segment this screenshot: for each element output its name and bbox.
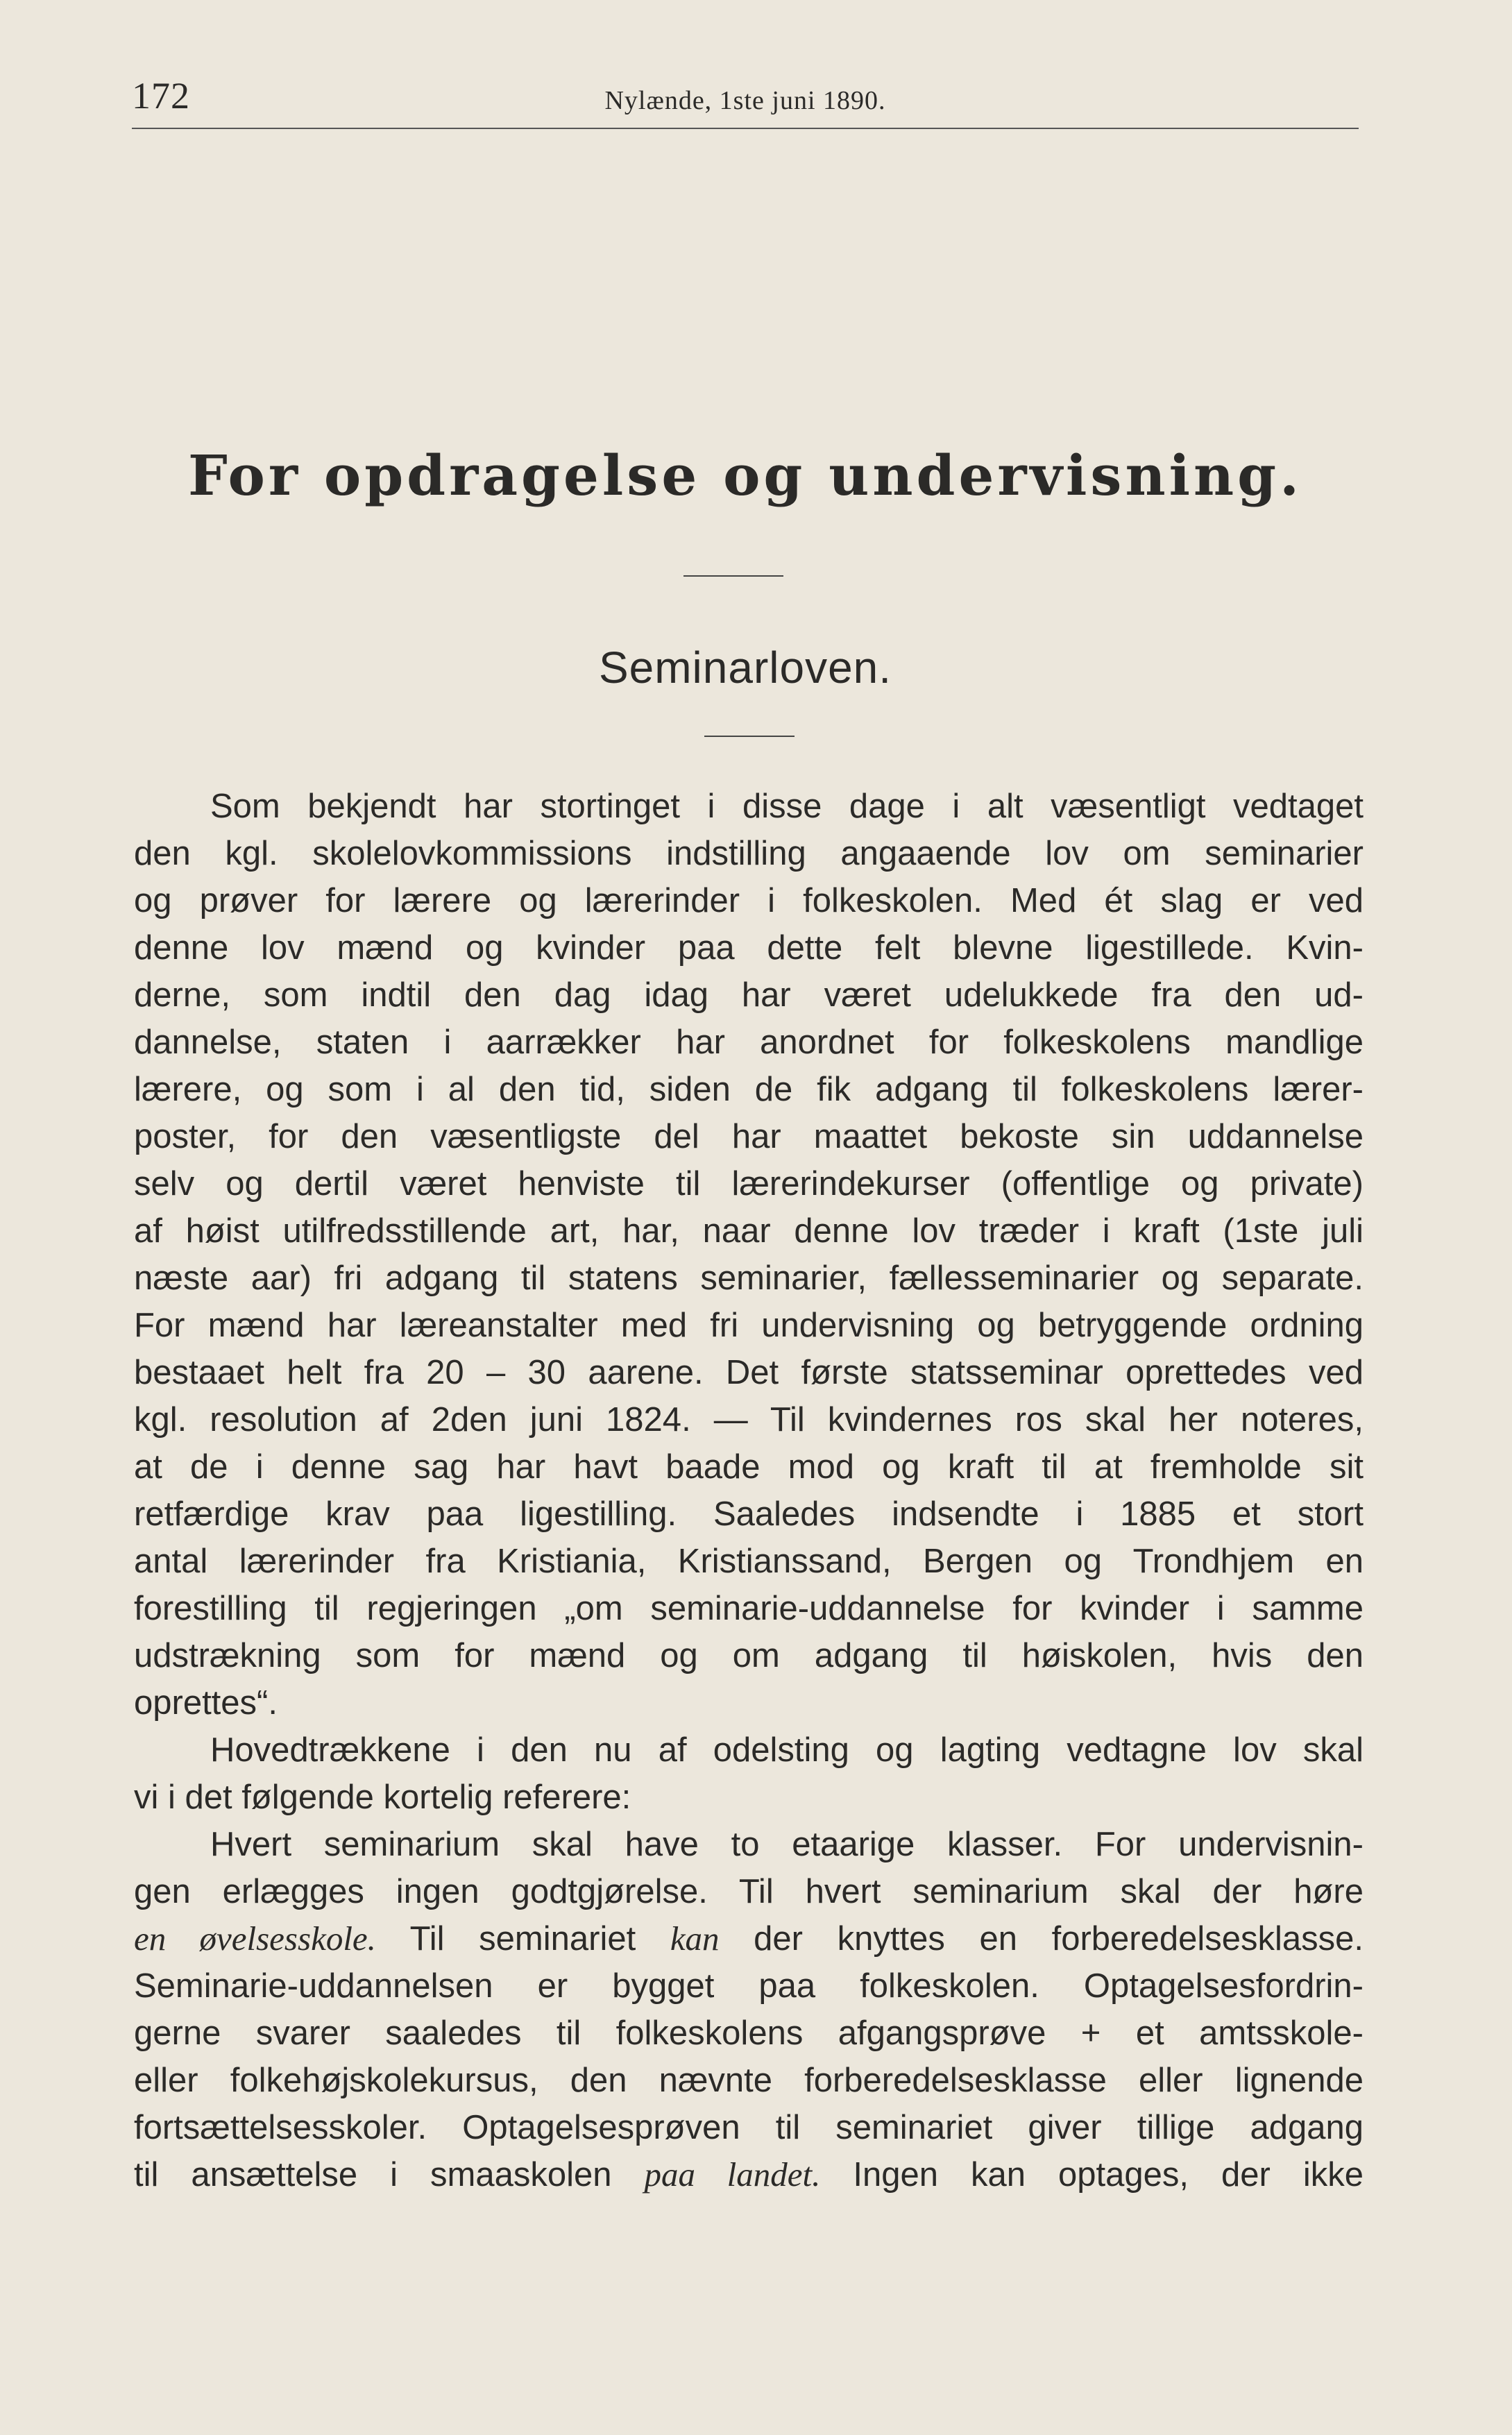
text-line: gerne svarer saaledes til folkeskolens afgangsprøve + et amtsskole- xyxy=(134,2014,1364,2052)
text-run: der knyttes en forberedelsesklasse. xyxy=(719,1920,1364,1958)
text-line: bestaaet helt fra 20 – 30 aarene. Det første statsseminar oprettedes ved xyxy=(134,1354,1364,1391)
text-line: antal lærerinder fra Kristiania, Kristianssand, Bergen og Trondhjem en xyxy=(134,1543,1364,1580)
text-line-mixed xyxy=(134,2151,1364,2198)
article-body xyxy=(134,783,1364,2198)
text-line: selv og dertil været henviste til lærerindekurser (offentlige og private) xyxy=(134,1165,1364,1203)
ornamental-rule xyxy=(683,575,783,577)
text-line: kgl. resolution af 2den juni 1824. — Til kvindernes ros skal her noteres, xyxy=(134,1401,1364,1439)
text-line-mixed xyxy=(134,1915,1364,1962)
text-line: forestilling til regjeringen „om seminarie-uddannelse for kvinder i samme xyxy=(134,1590,1364,1627)
text-line: Hovedtrækkene i den nu af odelsting og lagting vedtagne lov skal xyxy=(210,1731,1364,1769)
text-line: Hvert seminarium skal have to etaarige klasser. For undervisnin- xyxy=(210,1826,1364,1863)
text-line: næste aar) fri adgang til statens seminarier, fællesseminarier og separate. xyxy=(134,1259,1364,1297)
text-line: at de i denne sag har havt baade mod og kraft til at fremholde sit xyxy=(134,1448,1364,1486)
page-header xyxy=(132,75,1359,129)
text-line: Som bekjendt har stortinget i disse dage i alt væsentligt vedtaget xyxy=(210,788,1364,825)
text-line: For mænd har læreanstalter med fri undervisning og betryggende ordning xyxy=(134,1307,1364,1344)
page-number: 172 xyxy=(132,75,190,117)
italic-phrase: en øvelsesskole. xyxy=(134,1919,376,1958)
italic-phrase: kan xyxy=(670,1919,720,1958)
text-run: Til seminariet xyxy=(375,1920,670,1958)
text-line: derne, som indtil den dag idag har været udelukkede fra den ud- xyxy=(134,976,1364,1014)
ornamental-rule xyxy=(704,736,795,737)
text-line: Seminarie-uddannelsen er bygget paa folkeskolen. Optagelsesfordrin- xyxy=(134,1967,1364,2005)
text-run: til ansættelse i smaaskolen xyxy=(134,2156,645,2194)
text-line: retfærdige krav paa ligestilling. Saaledes indsendte i 1885 et stort xyxy=(134,1495,1364,1533)
text-line: og prøver for lærere og lærerinder i folkeskolen. Med ét slag er ved xyxy=(134,882,1364,919)
text-line: fortsættelsesskoler. Optagelsesprøven til seminariet giver tillige adgang xyxy=(134,2109,1364,2146)
article-title: Seminarloven. xyxy=(598,643,892,693)
text-line: lærere, og som i al den tid, siden de fik adgang til folkeskolens lærer- xyxy=(134,1071,1364,1108)
italic-phrase: paa landet. xyxy=(644,2155,821,2194)
text-line: poster, for den væsentligste del har maattet bekoste sin uddannelse xyxy=(134,1118,1364,1155)
text-line: vi i det følgende kortelig referere: xyxy=(134,1779,631,1816)
text-line: udstrækning som for mænd og om adgang til høiskolen, hvis den xyxy=(134,1637,1364,1674)
running-head: Nylænde, 1ste juni 1890. xyxy=(604,86,886,115)
text-line: gen erlægges ingen godtgjørelse. Til hvert seminarium skal der høre xyxy=(134,1873,1364,1910)
section-title: For opdragelse og undervisning. xyxy=(188,443,1302,508)
text-line: dannelse, staten i aarrækker har anordnet for folkeskolens mandlige xyxy=(134,1024,1364,1061)
text-line: oprettes“. xyxy=(134,1684,278,1722)
text-line: denne lov mænd og kvinder paa dette felt blevne ligestillede. Kvin- xyxy=(134,929,1364,967)
text-line: af høist utilfredsstillende art, har, naar denne lov træder i kraft (1ste juli xyxy=(134,1212,1364,1250)
text-line: eller folkehøjskolekursus, den nævnte forberedelsesklasse eller lignende xyxy=(134,2062,1364,2099)
text-run: Ingen kan optages, der ikke xyxy=(820,2156,1364,2194)
text-line: den kgl. skolelovkommissions indstilling angaaende lov om seminarier xyxy=(134,835,1364,872)
